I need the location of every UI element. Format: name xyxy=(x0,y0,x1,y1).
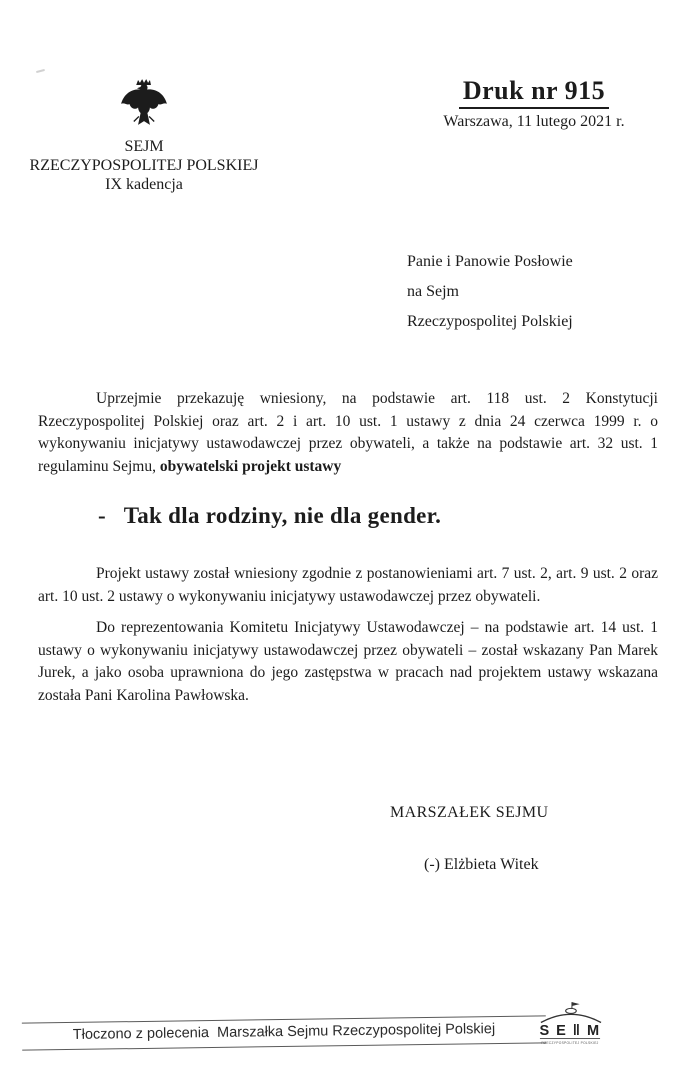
paragraph-1 xyxy=(38,388,658,478)
letter-body xyxy=(38,388,658,708)
paragraph-3: Do reprezentowania Komitetu Inicjatywy Ustawodawczej – na podstawie art. 14 ust. 1 ustawy o wykonywaniu inicjatywy ustawodawczej przez obywateli – został wskazany Pan Marek Jurek, a jako osoba uprawniona do jego zastępstwa w pracach nad projektem ustawy wskazana została Pani Karolina Pawłowska. xyxy=(38,619,658,704)
sejm-logo-letters: S E ‖ M xyxy=(539,1023,601,1040)
footer-print-note: Tłoczono z polecenia Marszałka Sejmu Rzeczypospolitej Polskiej xyxy=(22,1015,546,1050)
addressee-line: na Sejm xyxy=(407,283,459,300)
paragraph-1-text: Uprzejmie przekazuję wniesiony, na podstawie art. 118 ust. 2 Konstytucji Rzeczypospolitej Polskiej oraz art. 2 i art. 10 ust. 1 ustawy z dnia 24 czerwca 1999 r. o wykonywaniu inicjatywy ustawodawczej przez obywateli, a także na podstawie art. 32 ust. 1 regulaminu Sejmu, xyxy=(38,390,658,475)
institution-line3: IX kadencja xyxy=(105,176,183,193)
scan-artifact xyxy=(36,69,45,73)
signature-name: (-) Elżbieta Witek xyxy=(424,856,539,873)
addressee-line: Rzeczypospolitej Polskiej xyxy=(407,313,573,330)
sejm-logo-subtext: RZECZYPOSPOLITEJ POLSKIEJ xyxy=(541,1040,599,1045)
header-institution-block xyxy=(18,74,270,194)
polish-eagle-emblem-icon xyxy=(118,74,170,130)
paragraph-1-bold: obywatelski projekt ustawy xyxy=(159,457,342,475)
institution-line2: RZECZYPOSPOLITEJ POLSKIEJ xyxy=(29,157,259,174)
sejm-logo-icon xyxy=(538,1000,602,1047)
paragraph-2: Projekt ustawy został wniesiony zgodnie z postanowieniami art. 7 ust. 2, art. 9 ust. 2 oraz art. 10 ust. 2 ustawy o wykonywaniu inicjatywy ustawodawczej przez obywateli. xyxy=(38,564,658,605)
document-date: Warszawa, 11 lutego 2021 r. xyxy=(443,113,625,130)
print-number: Druk nr 915 xyxy=(459,76,609,109)
addressee-block xyxy=(407,247,573,337)
bill-title: - Tak dla rodziny, nie dla gender. xyxy=(98,503,442,529)
institution-name: SEJM xyxy=(124,138,164,155)
header-print-block xyxy=(408,76,660,131)
signature-role: MARSZAŁEK SEJMU xyxy=(390,804,549,821)
addressee-line: Panie i Panowie Posłowie xyxy=(407,253,573,270)
